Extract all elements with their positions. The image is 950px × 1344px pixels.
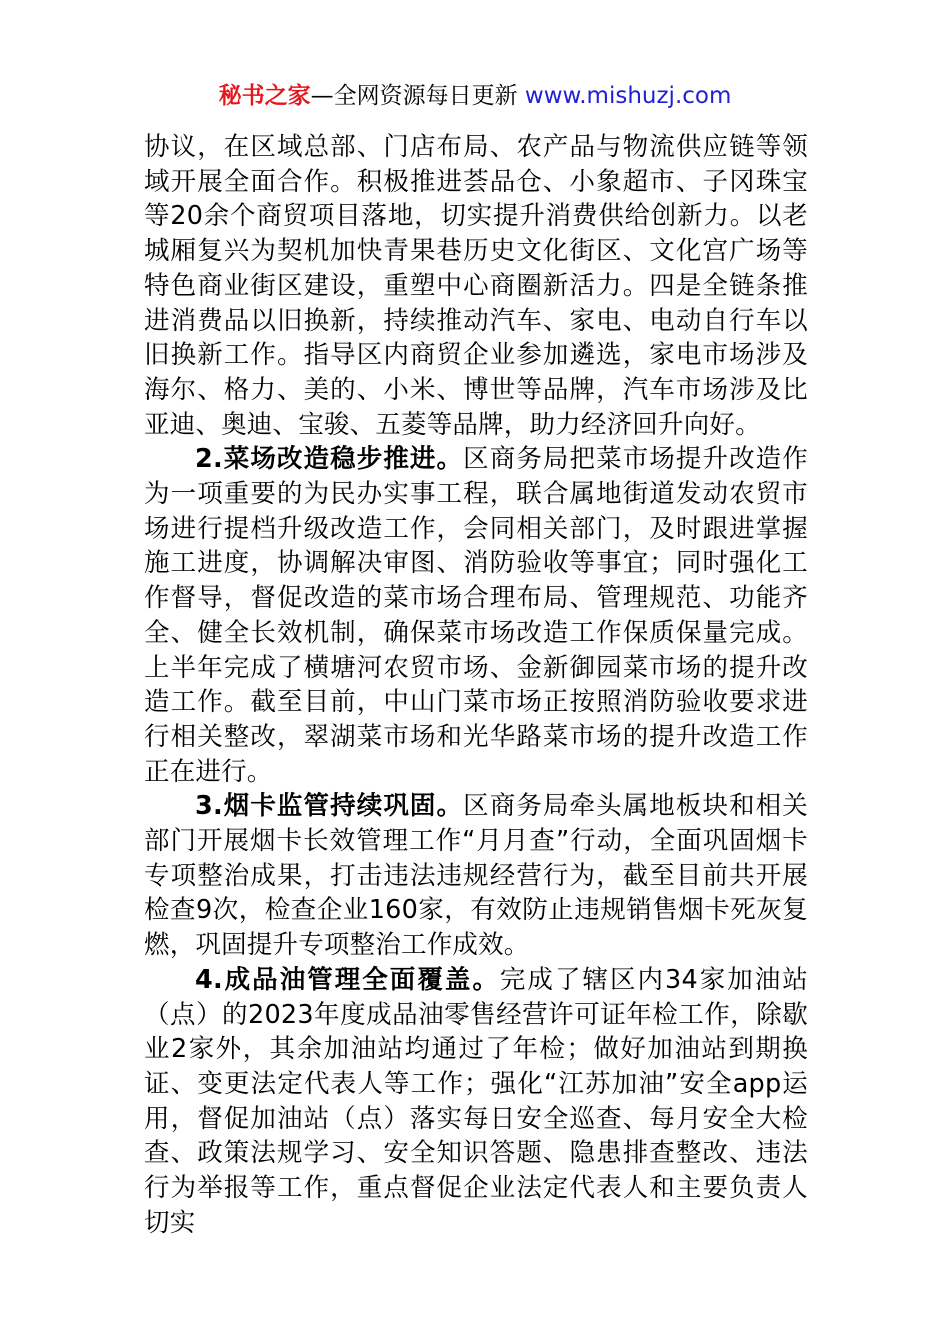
document-body: [144, 130, 808, 1241]
site-header: [0, 80, 950, 112]
paragraph-heading: 3.烟卡监管持续巩固。: [195, 791, 464, 822]
paragraph-heading: 2.菜场改造稳步推进。: [195, 444, 464, 475]
paragraph-text: 协议，在区域总部、门店布局、农产品与物流供应链等领域开展全面合作。积极推进荟品仓、小象超市、子冈珠宝等20余个商贸项目落地，切实提升消费供给创新力。以老城厢复兴为契机加快青果巷历史文化街区、文化宫广场等特色商业街区建设，重塑中心商圈新活力。四是全链条推进消费品以旧换新，持续推动汽车、家电、电动自行车以旧换新工作。指导区内商贸企业参加遴选，家电市场涉及海尔、格力、美的、小米、博世等品牌，汽车市场涉及比亚迪、奥迪、宝骏、五菱等品牌，助力经济回升向好。: [144, 132, 808, 440]
site-url-link[interactable]: www.mishuzj.com: [524, 83, 732, 109]
paragraph-text: 区商务局把菜市场提升改造作为一项重要的为民办实事工程，联合属地街道发动农贸市场进行提档升级改造工作，会同相关部门，及时跟进掌握施工进度，协调解决审图、消防验收等事宜；同时强化工作督导，督促改造的菜市场合理布局、管理规范、功能齐全、健全长效机制，确保菜市场改造工作保质保量完成。上半年完成了横塘河农贸市场、金新御园菜市场的提升改造工作。截至目前，中山门菜市场正按照消防验收要求进行相关整改，翠湖菜市场和光华路菜市场的提升改造工作正在进行。: [144, 444, 808, 787]
paragraph-market-renovation: [144, 442, 808, 789]
paragraph-tobacco-card-supervision: [144, 789, 808, 963]
site-tagline: —全网资源每日更新: [310, 83, 525, 109]
paragraph-fuel-management: [144, 963, 808, 1241]
site-brand: 秘书之家: [218, 83, 311, 109]
paragraph-text: 完成了辖区内34家加油站（点）的2023年度成品油零售经营许可证年检工作，除歇业2家外，其余加油站均通过了年检；做好加油站到期换证、变更法定代表人等工作；强化“江苏加油”安全app运用，督促加油站（点）落实每日安全巡查、每月安全大检查、政策法规学习、安全知识答题、隐患排查整改、违法行为举报等工作，重点督促企业法定代表人和主要负责人切实: [144, 964, 808, 1238]
paragraph-continuation: [144, 130, 808, 442]
paragraph-text: 区商务局牵头属地板块和相关部门开展烟卡长效管理工作“月月查”行动，全面巩固烟卡专项整治成果，打击违法违规经营行为，截至目前共开展检查9次，检查企业160家，有效防止违规销售烟卡死灰复燃，巩固提升专项整治工作成效。: [144, 791, 808, 961]
paragraph-heading: 4.成品油管理全面覆盖。: [195, 964, 500, 995]
